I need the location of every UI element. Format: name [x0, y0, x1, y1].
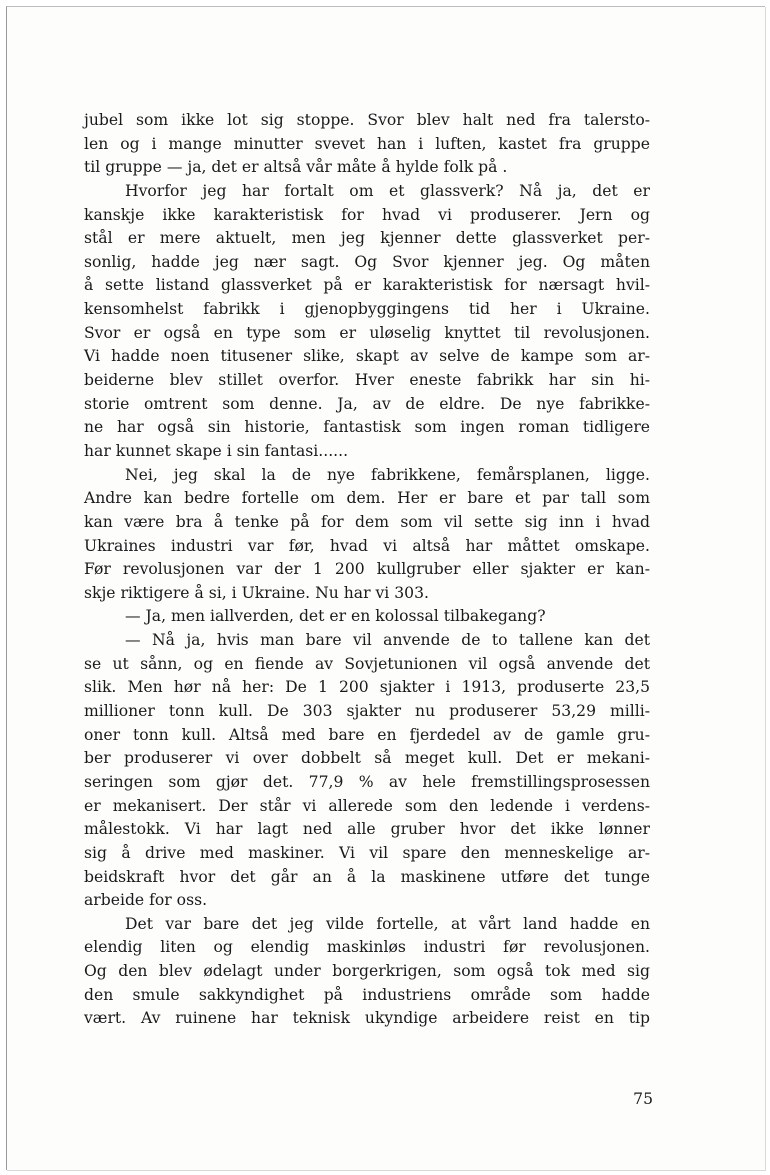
text-line: Før revolusjonen var der 1 200 kullgruber eller sjakter er kan- — [84, 560, 650, 579]
text-line: storie omtrent som denne. Ja, av de eldre. De nye fabrikke- — [84, 394, 650, 413]
text-line: kanskje ikke karakteristisk for hvad vi produserer. Jern og — [84, 205, 650, 224]
text-line: — Nå ja, hvis man bare vil anvende de to tallene kan det — [125, 631, 650, 650]
text-line: Nei, jeg skal la de nye fabrikkene, femårsplanen, ligge. — [125, 465, 650, 484]
text-line: Det var bare det jeg vilde fortelle, at vårt land hadde en — [125, 914, 650, 933]
text-line: kensomhelst fabrikk i gjenopbyggingens tid her i Ukraine. — [84, 300, 650, 319]
text-line: len og i mange minutter svevet han i luften, kastet fra gruppe — [84, 134, 650, 153]
text-line: jubel som ikke lot sig stoppe. Svor blev halt ned fra talersto- — [84, 111, 650, 129]
text-line: seringen som gjør det. 77,9 % av hele fremstillingsprosessen — [84, 772, 650, 791]
text-line: ber produserer vi over dobbelt så meget kull. Det er mekani- — [84, 749, 650, 768]
text-line: skje riktigere å si, i Ukraine. Nu har vi 303. — [84, 583, 429, 602]
text-line: beidskraft hvor det går an å la maskinene utføre det tunge — [84, 867, 650, 886]
text-line: Ukraines industri var før, hvad vi altså har måttet omskape. — [84, 536, 650, 555]
book-page — [6, 6, 765, 1170]
text-line: slik. Men hør nå her: De 1 200 sjakter i 1913, produserte 23,5 — [84, 678, 650, 697]
text-line: beiderne blev stillet overfor. Hver eneste fabrikk har sin hi- — [84, 371, 650, 390]
text-line: ne har også sin historie, fantastisk som ingen roman tidligere — [84, 418, 650, 437]
text-line: til gruppe — ja, det er altså vår måte å hylde folk på . — [84, 158, 508, 177]
text-line: arbeide for oss. — [84, 891, 208, 910]
text-line: Og den blev ødelagt under borgerkrigen, som også tok med sig — [84, 962, 650, 981]
text-line: se ut sånn, og en fiende av Sovjetunionen vil også anvende det — [84, 654, 650, 673]
text-line: er mekanisert. Der står vi allerede som den ledende i verdens- — [84, 796, 650, 815]
text-line: — Ja, men iallverden, det er en kolossal tilbakegang? — [125, 607, 546, 626]
text-line: målestokk. Vi har lagt ned alle gruber hvor det ikke lønner — [84, 820, 650, 839]
body-text — [84, 109, 650, 1031]
text-line: Vi hadde noen titusener slike, skapt av selve de kampe som ar- — [84, 347, 650, 366]
text-line: har kunnet skape i sin fantasi...... — [84, 441, 349, 460]
text-line: elendig liten og elendig maskinløs industri før revolusjonen. — [84, 938, 650, 957]
text-line: stål er mere aktuelt, men jeg kjenner dette glassverket per- — [84, 229, 650, 248]
text-line: Andre kan bedre fortelle om dem. Her er bare et par tall som — [84, 489, 650, 508]
text-line: vært. Av ruinene har teknisk ukyndige arbeidere reist en tip — [84, 1009, 650, 1028]
text-line: sig å drive med maskiner. Vi vil spare den menneskelige ar- — [84, 843, 650, 862]
text-line: millioner tonn kull. De 303 sjakter nu produserer 53,29 milli- — [84, 702, 650, 721]
text-line: den smule sakkyndighet på industriens område som hadde — [84, 985, 650, 1004]
text-line: Hvorfor jeg har fortalt om et glassverk? Nå ja, det er — [125, 181, 650, 200]
text-line: sonlig, hadde jeg nær sagt. Og Svor kjenner jeg. Og måten — [84, 252, 650, 271]
page-number: 75 — [633, 1090, 653, 1108]
text-line: Svor er også en type som er uløselig knyttet til revolusjonen. — [84, 323, 650, 342]
text-line: å sette listand glassverket på er karakteristisk for nærsagt hvil- — [84, 276, 650, 295]
text-line: oner tonn kull. Altså med bare en fjerdedel av de gamle gru- — [84, 725, 650, 744]
text-line: kan være bra å tenke på for dem som vil sette sig inn i hvad — [84, 512, 650, 531]
